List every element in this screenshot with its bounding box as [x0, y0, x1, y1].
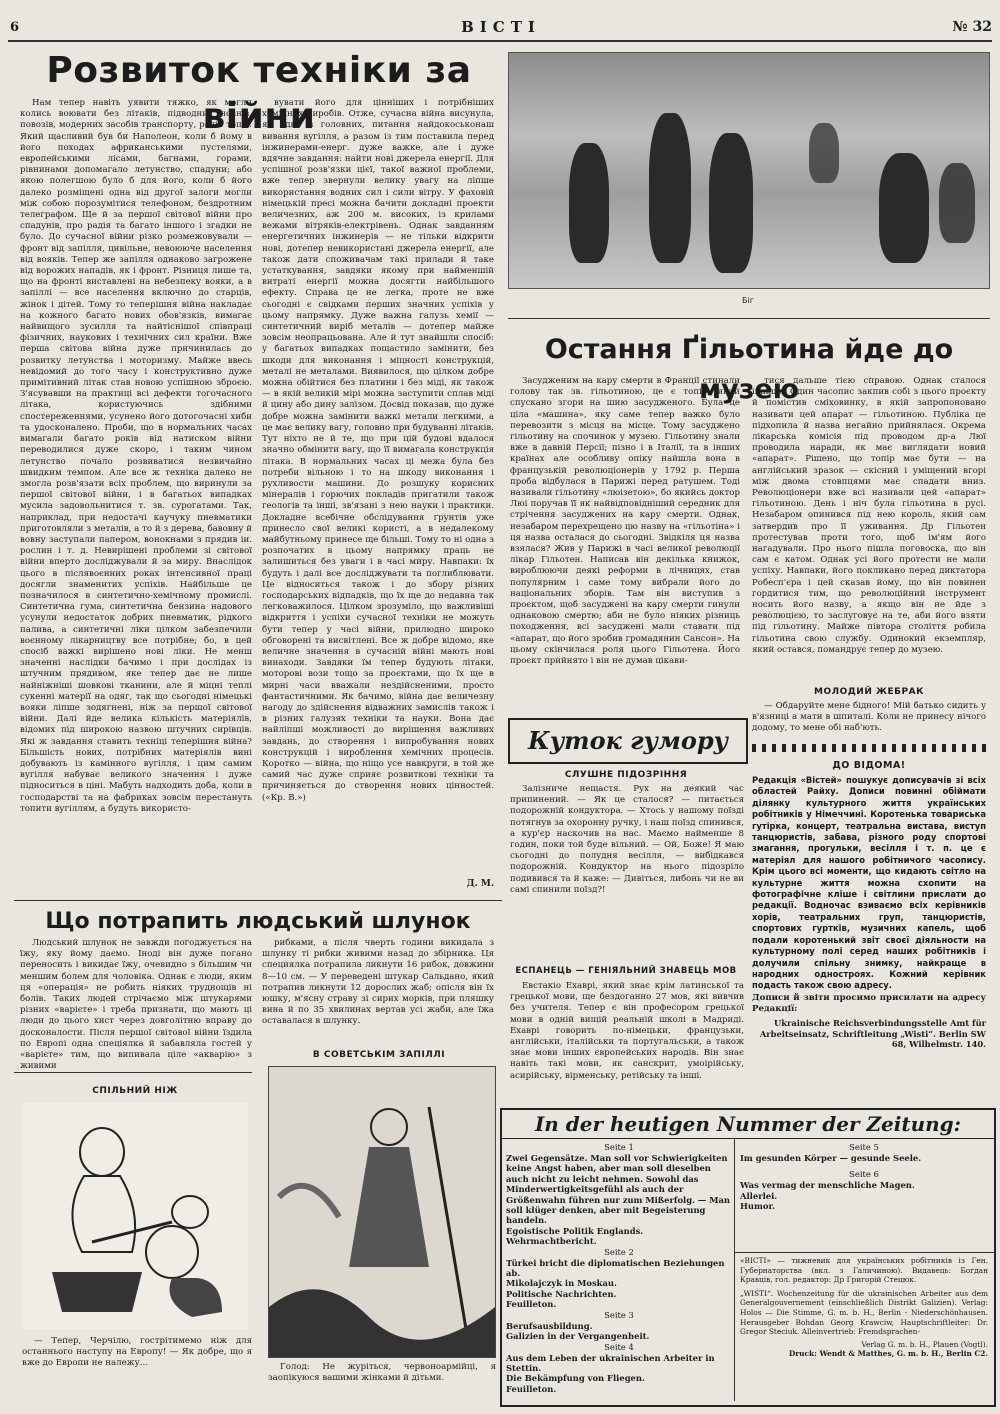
beggar-text: — Обдаруйте мене бідного! Мій батько сидить у в'язниці а мати в шпиталі. Коли не принесу нічого додому, то мене обі наб'ють.	[752, 701, 986, 734]
toc-item: Berufsausbildung.	[506, 1320, 593, 1331]
beggar-title: МОЛОДИЙ ЖЕБРАК	[814, 687, 924, 697]
runner-figure	[879, 153, 929, 263]
cartoon1-caption: — Тепер, Черчілю, гострітимемо ніж для останнього наступу на Европу! — Як добре, що я вже до Европи не належу…	[22, 1336, 252, 1369]
humor-title: Куток гумору	[527, 726, 728, 755]
runner-figure	[939, 163, 975, 243]
cartoon2-caption: Голод: Не журіться, червоноармійці, я заопікуюся вашими жінками й дітьми.	[268, 1362, 496, 1384]
notice-text-block	[752, 775, 986, 991]
toc-item: Zwei Gegensätze. Man soll vor Schwierigkeiten keine Angst haben, aber man soll dieselben auch nicht zu leicht nehmen. Sowohl das Minderwertigkeitsgefühl als auch der Größenwahn führen nur zum Mißerfolg. — Man soll klüger denken, aber mit Begeisterung handeln.	[506, 1153, 731, 1226]
cartoon1-title: СПІЛЬНИЙ НІЖ	[92, 1086, 178, 1096]
humor-title-box	[508, 718, 748, 764]
toc-item: Feuilleton.	[506, 1383, 557, 1394]
divider	[14, 900, 502, 901]
notice-address: Ukrainische Reichsverbindungsstelle Amt für Arbeitseinsatz, Schriftleitung „Wisti“. Berlin SW 68, Wilhelmstr. 140.	[759, 1018, 986, 1050]
runner-figure	[649, 113, 691, 263]
cartoon2-title: В СОВЕТСЬКІМ ЗАПІЛЛІ	[312, 1050, 446, 1060]
toc-item: Allerlei.	[740, 1190, 778, 1201]
toc-page-4: Seite 4	[604, 1341, 634, 1352]
article1-title: Розвиток техніки за війни	[46, 50, 472, 137]
page-number: 6	[10, 20, 20, 35]
article1-col2-text: вувати його для цінніших і потрібніших хемічних виробів. Отже, сучасна війна висунула, як одне з головних, питання найдокоськонаш вивання вугілля, а разом із тим поставила перед інжинерами-енерг. дуже важке, але і дуже вдячне завдання: найти нові джерела енергії. Для успішної розв'язки цієї, такої важної проблеми, вже тепер звернули велику увагу на ліпше використання водних сил і сили вітру. У фаховій німецькій пресі можна бачити докладні проекти величезних, аж 200 м. високих, із крилами вежами вітряків-електрівень. Однак завданням енергетичних інжинерів — не тільки відкрити нові, дотепер невикористані джерела енергії, але також дати споживачам такі прилади й таке устаткування, завдяки якому при найменшій витраті енергії можна досягти найбільшого ефекту. Справа це не легка, проте не вже сьогодні є свідками перших значних успіхів у цьому напрямку. Дуже важна галузь хемії — синтетичний виріб металів — дотепер майже зовсім неопрацьована. Але й тут знайшли спосіб: у багатьох випадках пощастило замінити, без шкоди для виконання і міцності конструкцій, металі не металами. Виявилося, що цілком добре можна обійтися без платини і без міді, як також — в якій великій мірі можна заступити сплав міді й цину або дину залізом. Досвід показав, що дуже добре можна замінити важкі метали легкими, а це має велику вагу, головно при будуванні літаків. Тут ніхто не й те, що при цій будові вдалося значно обмінити вагу, що її вимагала конструкція літака. В нормальних часах ці межа була без потреби вільною і то на шкоду виконання і рухливости машини. До розшуку корисних мінералів і горючих покладів пригатили також геологів та інші, зв'язані з нею науки і практики. Докладне всебічне обслідування ґрунтів уже принесло свої великі користі, а в недалекому майбутньому принесе ще більші. Тому то ні одна з розпочатих в цьому напрямку праць не залишиться без уваги і в часі миру. Навпаки: їх будуть і далі все досліджувати та поглиблювати. Це відноситься також і до збору різних господарських відпадків, що їх ще до недавна так легковажилося. Цілком зрозуміло, що важливіші відкриття і успіхи сучасної техніки не можуть бути тепер у часі війни, прилюдно широко обговорені та висвітлені. Все ж добре відомо, яке величне значення в сучасній війні мають нові винаходи. Завдяки їм тепер будують літаки, моторові вози тощо за проєктами, що їх ще в мирні часи вважали нездійсненими, просто фантастичними. Як бачимо, війна дає величезну нагоду до здійснення відважних замислів також і в різних галузях техніки та науки. Вона дає найліпші можливості до вирішення важливих завдань, до створення і випробування нових конструкцій і вироблення хемічних процесів. Коротко — війна, що ніщо усе навкруги, в той же самий час дуже сприяє розвиткові техніки та причиняється до створення нових цінностей. («Кр. В.»)	[262, 98, 494, 803]
imprint-german: „WISTI“. Wochenzeitung für die ukrainischen Arbeiter aus dem Generalgouvernement (einschließlich Distrikt Galizien). Verlag: Holos — Die Stimme, G. m. b. H., Berlin - Niederschönhausen. Herausgeber Bohdan Georg Krawciw, Hauptschriftleiter: Dr. Gregor Steciuk. Alleinvertrieb: Fremdsprachen-	[740, 1288, 988, 1337]
article3-col1-text: Людський шлунок не завжди погоджується на їжу, яку йому даємо. Іноді він дуже погано переносить і викидає їжу, очевидно з більшим чи меншим болем для чоловіка. Однак є люди, яким ця «операція» не робить ніяких труднощів ні болів. Таких людей стрічаємо між штукарями різних «варієте» і треба признати, що мають ці люди до цього хист через довголітню вправу до досконалости. Після першої світової війни їздила по Европі одна спеціялка й забавляла гостей у «варієте» тим, що випивала ціле «акварію» з живими	[20, 938, 252, 1072]
toc-left-column	[506, 1142, 732, 1401]
article2-title: Остання Ґільотина йде до музею	[544, 334, 954, 405]
imprint-verlag: Verlag G. m. b. H., Plauen (Vogtl).	[861, 1339, 988, 1349]
famine-illustration	[269, 1067, 495, 1357]
issue-number: № 32	[952, 19, 992, 35]
toc-item: Türkei bricht die diplomatischen Beziehungen ab.	[506, 1257, 725, 1279]
cartoon1-caption-block	[22, 1336, 252, 1392]
article1-col2	[262, 98, 494, 876]
toc-item: Aus dem Leben der ukrainischen Arbeiter in Stettin.	[506, 1352, 715, 1373]
imprint-ukrainian: «ВІСТІ» — тижневик для українських робітників із Ген. Губернаторства (вкл. з Галичиною). Видавець: Богдан Кравців, гол. редактор: Др Григорій Стецюк.	[740, 1256, 988, 1285]
cartoon2-drawing	[268, 1066, 496, 1358]
toc-item: Im gesunden Körper — gesunde Seele.	[740, 1153, 922, 1163]
cartoon2-caption-block	[268, 1362, 496, 1396]
masthead-rule	[8, 40, 992, 42]
imprint-divider	[735, 1252, 994, 1253]
toc-page-6: Seite 6	[849, 1169, 879, 1180]
runner-figure	[809, 123, 839, 183]
humor-story1-block	[510, 784, 744, 956]
masthead	[6, 18, 994, 38]
toc-item: Humor.	[740, 1201, 776, 1212]
article1-col1	[20, 98, 252, 898]
notice-title: ДО ВІДОМА!	[832, 760, 906, 771]
toc-page-5: Seite 5	[849, 1142, 879, 1152]
grinding-knife-illustration	[22, 1102, 248, 1330]
runner-figure	[569, 143, 609, 263]
article3-col1	[20, 938, 252, 1072]
article3-col2-text: рибками, а після чверть години викидала з шлунку ті рибки живими назад до збірника. Ця специялка потрапила ликнути 16 рибок, довжини 8—10 см. — У переведені штукар Сальдано, який потрапив ликнути 12 дорослих жаб; опісля він їх юшку, м'ясну страву зі сирих морків, при пляшку вина й по 35 хвилинах вертав усі жаби, але їжа оставалася в шлунку.	[262, 938, 494, 1027]
toc-title: In der heutigen Nummer der Zeitung:	[502, 1110, 994, 1139]
toc-item: Wehrmachtbericht.	[506, 1236, 597, 1247]
toc-item: Politische Nachrichten.	[506, 1288, 617, 1299]
toc-column-divider	[734, 1138, 735, 1401]
imprint	[740, 1256, 988, 1401]
beggar-text-block	[752, 701, 986, 737]
article1-signature: Д. М.	[466, 879, 494, 889]
newspaper-title: ВІСТІ	[461, 18, 541, 36]
notice-address-intro: Дописи й звіти просимо присилати на адресу Редакції:	[752, 993, 986, 1015]
photo-caption: Біг	[742, 296, 754, 305]
article2-col1	[510, 376, 740, 700]
imprint-druck: Druck: Wendt & Matthes, G. m. b. H., Berlin C2.	[788, 1349, 988, 1359]
ornament-border	[752, 744, 986, 752]
article1-col1-text: Нам тепер навіть уявити тяжко, як могли колись воювати без літаків, підводних човнів, повозів, модерних засобів транспорту, радія тощо. Який щасливий був би Наполеон, коли б йому в його походах африканськими пустелями, европейськими лісами, багнами, горами, рівнинами допомагало летунство, спадуни; або якою полегшою було б для його, коли б його далеко розміщені одна від другої залоги могли між собою порозумітися телефоном, бездротним телеграфом. Ще й за першої світової війни про спадунів, про радія та багато іншого і згадки не було. До сучасної війни різко розмежовували — фронт від запілля, цивільне, невоююче населення від вояків. Тепер же запілля однаково загрожене від ворожих нападів, як і фронт. Різниця лише та, що на фронті виставлені на небезпеку вояки, а в запіллі — все населення включно до старців, жінок і дітей. Тому то теперішня війна накладає на кожного багато нових обов'язків, вимагає найвищого зусилля та найтіснішої співпраці фізичних, наукових і технічних сил країни. Вже перша світова війна дуже причинилась до розвитку летунства і моторизму. Майже ввесь невідомий до того часу і конструктивно дуже примітивний літак став новою успішною зброєю. З'ясувавши на практиці всі дефекти тогочасного літака, користуючись здібними спостереженнями, усунено його дотогочасні хиби та удосконалено. Проби, що в нормальних часах вимагали багато років від натиском війни переводилися дуже скоро, і таким чином летунство почало розвиватися незвичайно швидким темпом. Але все ж техніка далеко не змогла розв'язати всіх проблем, що виринули за першої світової війни, і в багатьох випадках мусила задовольнитися т. зв. сурогатами. Так, наприклад, при недостачі каучуку пневматики приготовляли з металів, а то й з дерева, бавовну й вовну заступали папером, вонокнами з прядив іи. рослин і т. д. Невирішені проблеми зі світової війни вперто досліджували й за миру. Внаслідок цього в післявоєнних роках інтенсивної праці досягли знаменитих успіхів. Найбільше це позначилося в синтетично-хемічному промислі. Синтетична гума, синтетична бензина надового усунули недостаток добрих пневматик, рідкого палива, а синтетичні ліки цілком забезпечили воєнному лікарництву все потрібне; бо, в цей спосіб важкі вирішено нові ліки. Не менш значенні наслідки бачимо і при дослідах із штучним прядивом, яке тепер дає не лише найніжніші шовкові тканини, але й міцні теплі сукенні матерії на одяг, так що сьогодні німецькі вояки ліпше зодягнені, ніж за першої світової війни. Далі йде велика кількість матеріялів, відомих під широкою назвою штучних сирівців. Які ж завдання ставить техніці теперішня війна? Більшість нових, потрібних матеріялів вині добувають із камінного вугілля, і цим самим вугілля набуває великого значення і дуже підноситься в ціні. Мабуть надходить доба, коли в господарстві та на фабриках зовсім перестануть топити вугіллям, а будуть використо-	[20, 98, 252, 814]
humor-story1-title: СЛУШНЕ ПІДОЗРІННЯ	[564, 770, 688, 780]
humor-story1-text: Залізниче нещастя. Рух на деякий час припинений. — Як це сталося? — питається подорожній кондуктора. — Хтось у нашому поїзді потягнув за охоронну ручку, і наш поїзд спинився, а кур'єр наскочив на нас. Маємо найменше 8 годин, поки той буде вільний. — Ой, Боже! Я маю сьогодні до полудня весілля, — вибідкався подорожній. Кондуктор на нього підозріло подивився та й каже: — Дивіться, либонь чи не ви самі спинили поїзд?!	[510, 784, 744, 895]
article2-col1-text: Засудженим на кару смерти в Франції стинали голову так зв. гільотиною, це є топір, який спускано згори на шию засудженого. Була це ціла «машина», яку саме тепер важко було перевозити з місця на місце. Тому засуджено гільотину на спочинок у музею. Гільотину знали вже в давній Персії; пізно і в Італії, та в інших країнах але особливу опіку найшла вона в французькій революціонерів у 1792 р. Перша проба відбулася в Парижі перед ратушем. Тоді називали гільотину «люізетою», бо якийсь доктор Люі поручав її як найвідповідніший середник для стрічення засуджених на кару смерти. Однак, незабаром перехрещено цю назву на «гільотіна» і ця назва осталася до сьогодні. Звідкіля ця назва взялася? Жив у Парижі в часі великої революції лікар Гільотен. Написав він декілька книжок, вироблюючи деякі реформи в лічницях, став популярним і саме тому вибрали його до національних зборів. Там він виступив з проєктом, щоб засуджені на кару смерти гинули однаковою смертю; аби не було ніяких різниць походження, всі засуджені мали ставати під «апарат, що його зробив громадянин Сансон». На цьому скінчилася роля цього Гільотена. Його проєкт прийнято і він не думав цікави-	[510, 376, 740, 667]
toc-right-column	[740, 1142, 988, 1252]
toc-item: Die Bekämpfung von Fliegen.	[506, 1373, 645, 1384]
article2-col2-text: тися дальше тією справою. Однак сталося інакше. Один часопис закпив собі з цього проєкту й помістив сміховинку, в якій запропоновано називати цей апарат — гільотиною. Публіка це підхопила й назва негайно прийнялася. Окрема лікарська комісія під проводом др-а Люї проводила наради, як має виглядати новий «апарат». Рішено, що топір має бути — на англійський зразок — скісний і уміщений вгорі між двома стовпцями має спадати вниз. Революціонери вже всі називали цей «апарат» гільотиною. День і ніч була гільотина в русі. Незабаром опинився під нею король, який сам затвердив про її уживання. Др Гільотен протестував проти того, щоб ім'ям його нагадували. Про нього пішла поговоска, що він сам є катом. Однак усі його протести не мали успіху. Навпаки, його покликано перед диктатора Робесп'єра і цей сказав йому, що він повинен гордитися тим, що революційний інструмент носить його назву, а якщо він не йде з революцією, то заслуговує на те, аби його взяти під гільотину. Майже півтора століття робила гільотина свою службу. Одинокий екземпляр, який остався, помандрує тепер до музею.	[752, 376, 986, 655]
toc-item: Mikolajczyk in Moskau.	[506, 1278, 617, 1289]
article3-col2	[262, 938, 494, 1030]
notice-text: Редакція «Вістей» пошукує дописувачів зі всіх областей Райху. Дописи повинні обіймати ділянку культурного життя українських робітників у Німеччині. Коротенька товариська гутірка, концерт, театральна вистава, виступ танцюристів, забава, різного роду спортові змагання, прогульки, весілля і т. п. це є матеріял для нашого робітничого часопису. Крім цього всі моменти, що кидають світло на культурне життя можна схопити на фотографічне кліше і світлини прислати до редакції. Водночас взиваємо всіх керівників хорів, театральних груп, танцюристів, спортових гуртків, музичних капель, щоб подали коротенький звіт своєї діяльности на культурному полі серед наших робітників і долучили спільну знимку, найкраще в народних одностроях. Кожний керівник подасть також свою адресу.	[752, 775, 986, 991]
runner-figure	[709, 133, 753, 273]
running-photo	[508, 52, 990, 289]
article2-col2	[752, 376, 986, 684]
toc-page-3: Seite 3	[604, 1309, 634, 1320]
article3-title: Що потрапить людський шлунок	[45, 909, 471, 934]
humor-story2-block	[510, 981, 744, 1101]
divider	[14, 1072, 252, 1073]
humor-story2-text: Евстакіо Ехаврі, який знає крім латинської та грецької мови, ще бездоганно 27 мов, які вивчив без учителя. Тепер є він професором грецької мови в одній вищій реальній школі в Мадриді. Ехаврі говорить по-німецьки, французьки, англійськи, італійськи та португальськи, а також знає мови інших європейських народів. Він знає навіть такі мови, як санскрит, умоірійську, асирійську, вірменську, ретійську та інші.	[510, 981, 744, 1081]
humor-story2-title: ЕСПАНЕЦЬ — ГЕНІЯЛЬНИЙ ЗНАВЕЦЬ МОВ	[515, 966, 737, 976]
toc-page-1: Seite 1	[604, 1142, 634, 1152]
toc-item: Galizien in der Vergangenheit.	[506, 1331, 650, 1342]
toc-page-2: Seite 2	[604, 1246, 634, 1257]
cartoon1-drawing	[22, 1102, 248, 1330]
divider	[508, 318, 990, 319]
toc-item: Feuilleton.	[506, 1299, 557, 1310]
toc-item: Was vermag der menschliche Magen.	[740, 1180, 915, 1191]
toc-item: Egoistische Politik Englands.	[506, 1225, 644, 1236]
toc-box	[500, 1108, 996, 1407]
